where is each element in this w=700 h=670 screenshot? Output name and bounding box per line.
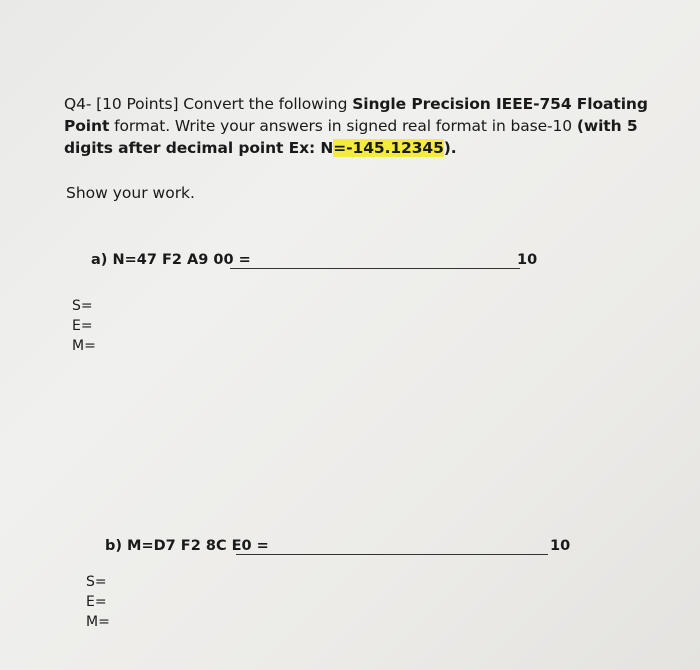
question-text-1: Convert the following	[178, 95, 353, 113]
instruction-text: Show your work.	[66, 184, 195, 202]
part-a-m-label: M=	[72, 338, 96, 354]
part-b-prompt: b) M=D7 F2 8C E0 =	[105, 538, 269, 554]
part-b-base: 10	[550, 538, 571, 554]
question-text-2: format. Write your answers in signed real format in base-10	[109, 117, 577, 135]
question-text	[64, 93, 654, 159]
part-a-answer-line	[230, 268, 520, 269]
question-bold-2: (with 5 digits after decimal point Ex: N	[64, 117, 638, 157]
example-highlight: =-145.12345	[333, 139, 444, 157]
question-bold-3: ).	[443, 139, 457, 157]
part-a-work-labels	[72, 296, 96, 356]
question-label: Q4- [10 Points]	[64, 95, 179, 113]
part-a-e-label: E=	[72, 318, 93, 334]
part-a-base: 10	[517, 252, 538, 268]
part-b-m-label: M=	[86, 614, 110, 630]
part-b-s-label: S=	[86, 574, 107, 590]
part-b-work-labels	[86, 572, 110, 632]
part-a-prompt: a) N=47 F2 A9 00 =	[91, 252, 251, 268]
part-b-answer-line	[236, 554, 548, 555]
question-bold-1: Single Precision IEEE-754 Floating Point	[64, 95, 648, 135]
part-a-s-label: S=	[72, 298, 93, 314]
part-b-e-label: E=	[86, 594, 107, 610]
